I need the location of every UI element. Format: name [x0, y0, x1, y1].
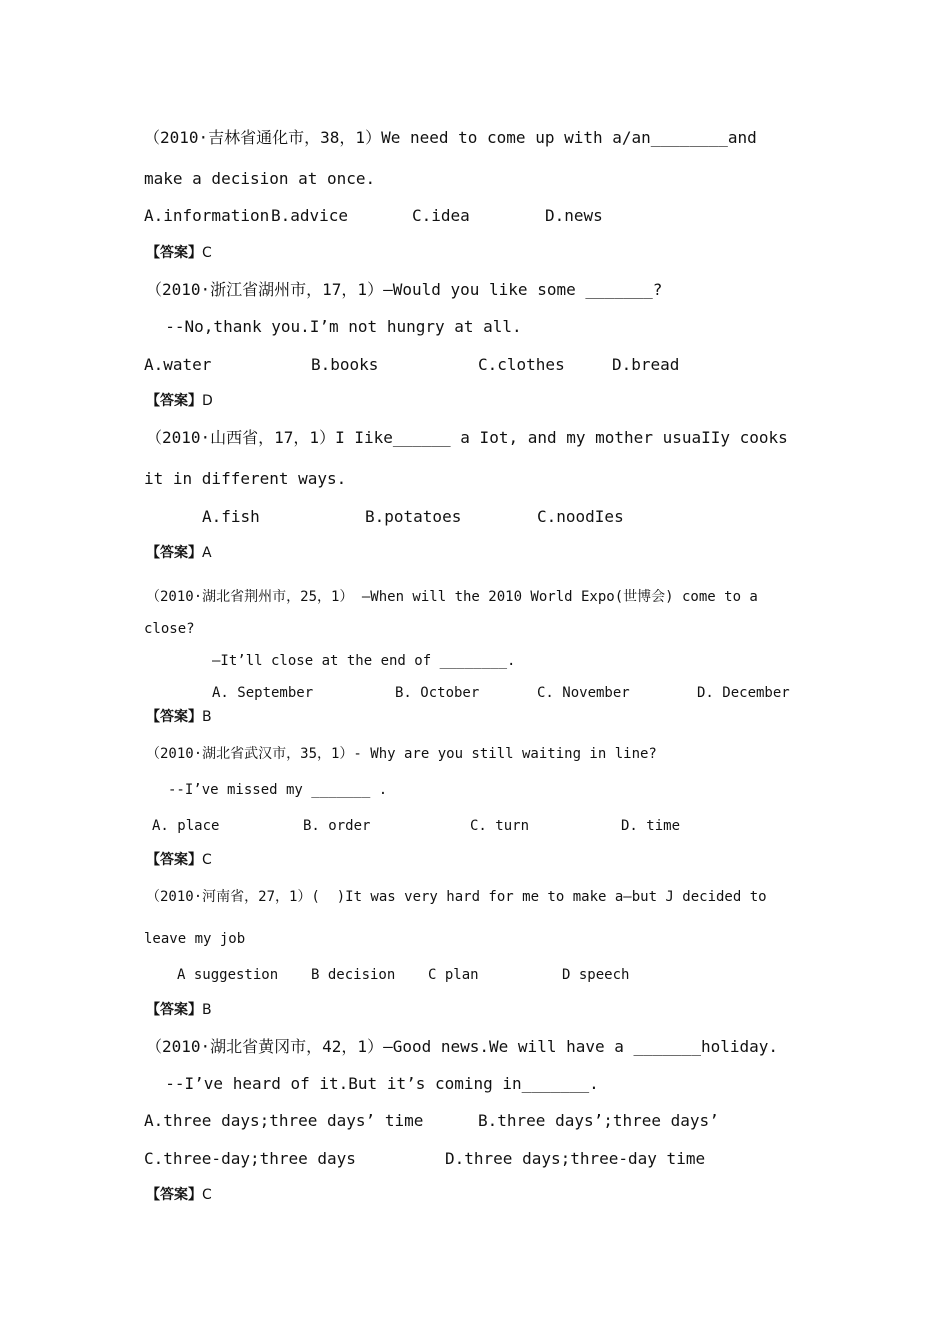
question-7-answer — [146, 1188, 212, 1202]
question-6-option-d: D speech — [562, 967, 630, 983]
question-4-option-d: D. December — [697, 685, 790, 701]
answer-label: 【答案】 — [146, 1002, 202, 1018]
answer-value: D — [202, 393, 213, 409]
question-6-answer — [146, 1003, 212, 1017]
question-1-option-a: A.information — [144, 206, 270, 225]
question-5-answer — [146, 853, 212, 867]
answer-label: 【答案】 — [146, 852, 202, 868]
answer-value: A — [202, 545, 212, 561]
question-1-option-c: C.idea — [412, 206, 470, 225]
question-4-option-b: B. October — [395, 685, 480, 701]
question-1-answer — [146, 246, 212, 260]
question-5-line-2: --I’ve missed my _______ . — [168, 782, 388, 798]
answer-label: 【答案】 — [146, 1187, 202, 1203]
question-1-option-d: D.news — [545, 206, 603, 225]
answer-value: C — [202, 852, 212, 868]
question-2-option-b: B.books — [311, 355, 379, 374]
question-6-option-c: C plan — [428, 967, 479, 983]
question-7-option-a: A.three days;three days’ time — [144, 1111, 424, 1130]
question-4-line-3: —It’ll close at the end of ________. — [212, 653, 516, 669]
question-7-line-2: --I’ve heard of it.But it’s coming in_______. — [146, 1074, 599, 1093]
question-7-option-b: B.three days’;three days’ — [478, 1111, 719, 1130]
answer-value: B — [202, 709, 212, 725]
question-2-option-a: A.water — [144, 355, 212, 374]
question-1-line-2: make a decision at once. — [144, 169, 376, 188]
question-2-option-d: D.bread — [612, 355, 680, 374]
question-1-option-b: B.advice — [271, 206, 349, 225]
question-7-line-1: （2010·湖北省黄冈市，42，1）—Good news.We will have a _______holiday. — [146, 1037, 779, 1056]
question-5-option-b: B. order — [303, 818, 371, 834]
question-4-answer — [146, 710, 212, 724]
question-7-option-d: D.three days;three-day time — [445, 1149, 706, 1168]
answer-label: 【答案】 — [146, 245, 202, 261]
question-6-option-b: B decision — [311, 967, 396, 983]
question-4-line-1: （2010·湖北省荆州市，25，1） —When will the 2010 World Expo(世博会) come to a — [146, 589, 758, 605]
question-3-option-a: A.fish — [202, 507, 260, 526]
answer-label: 【答案】 — [146, 545, 202, 561]
question-5-line-1: （2010·湖北省武汉市，35，1）- Why are you still waiting in line? — [146, 746, 657, 762]
question-5-option-d: D. time — [621, 818, 681, 834]
question-3-option-b: B.potatoes — [365, 507, 462, 526]
question-5-option-c: C. turn — [470, 818, 530, 834]
question-3-answer — [146, 546, 212, 560]
answer-value: C — [202, 1187, 212, 1203]
answer-value: C — [202, 245, 212, 261]
question-6-line-2: leave my job — [144, 931, 246, 947]
question-3-option-c: C.noodIes — [537, 507, 624, 526]
question-2-line-1: （2010·浙江省湖州市，17，1）—Would you like some _______? — [146, 280, 663, 299]
question-4-option-a: A. September — [212, 685, 314, 701]
question-3-line-2: it in different ways. — [144, 469, 347, 488]
answer-label: 【答案】 — [146, 393, 202, 409]
question-7-option-c: C.three-day;three days — [144, 1149, 356, 1168]
answer-value: B — [202, 1002, 212, 1018]
question-2-answer — [146, 394, 213, 408]
question-6-option-a: A suggestion — [177, 967, 279, 983]
question-6-line-1: （2010·河南省，27，1）( )It was very hard for me to make a—but J decided to — [146, 889, 767, 905]
question-1-line-1: （2010·吉林省通化市，38，1）We need to come up with a/an________and — [144, 128, 757, 147]
question-2-line-2: --No,thank you.I’m not hungry at all. — [146, 317, 522, 336]
question-4-option-c: C. November — [537, 685, 630, 701]
question-2-option-c: C.clothes — [478, 355, 565, 374]
question-3-line-1: （2010·山西省，17，1）I Iike______ a Iot, and my mother usuaIIy cooks — [146, 428, 788, 447]
answer-label: 【答案】 — [146, 709, 202, 725]
question-4-line-2: close? — [144, 621, 195, 637]
question-5-option-a: A. place — [152, 818, 220, 834]
